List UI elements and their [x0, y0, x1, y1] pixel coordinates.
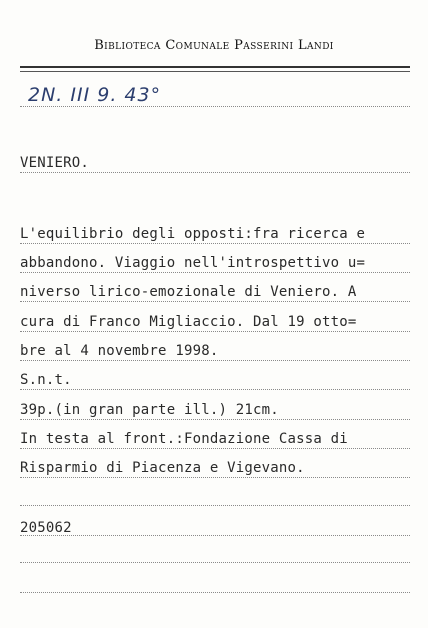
header-rule-thin [20, 71, 410, 72]
physical-description: 39p.(in gran parte ill.) 21cm. [20, 402, 279, 418]
imprint: S.n.t. [20, 372, 72, 388]
dotted-rule [20, 243, 410, 244]
dotted-rule [20, 389, 410, 390]
dotted-rule [20, 360, 410, 361]
title-line: niverso lirico-emozionale di Veniero. A [20, 284, 357, 300]
dotted-rule [20, 172, 410, 173]
header-rule-thick [20, 66, 410, 68]
dotted-rule [20, 301, 410, 302]
title-line: abbandono. Viaggio nell'introspettivo u= [20, 255, 366, 271]
dotted-rule [20, 505, 410, 506]
handwritten-shelfmark: 2N. III 9. 43° [28, 84, 162, 106]
title-line: cura di Franco Migliaccio. Dal 19 otto= [20, 314, 357, 330]
title-line: L'equilibrio degli opposti:fra ricerca e [20, 226, 366, 242]
note-line: Risparmio di Piacenza e Vigevano. [20, 460, 305, 476]
library-header [0, 38, 428, 53]
title-line: bre al 4 novembre 1998. [20, 343, 219, 359]
dotted-rule [20, 448, 410, 449]
inventory-number: 205062 [20, 520, 72, 536]
dotted-rule [20, 331, 410, 332]
note-line: In testa al front.:Fondazione Cassa di [20, 431, 348, 447]
dotted-rule [20, 272, 410, 273]
author-heading: VENIERO. [20, 155, 90, 171]
dotted-rule [20, 419, 410, 420]
library-name: Biblioteca Comunale Passerini Landi [94, 38, 334, 53]
dotted-rule [20, 106, 410, 107]
dotted-rule [20, 535, 410, 536]
dotted-rule [20, 562, 410, 563]
dotted-rule [20, 477, 410, 478]
dotted-rule [20, 592, 410, 593]
